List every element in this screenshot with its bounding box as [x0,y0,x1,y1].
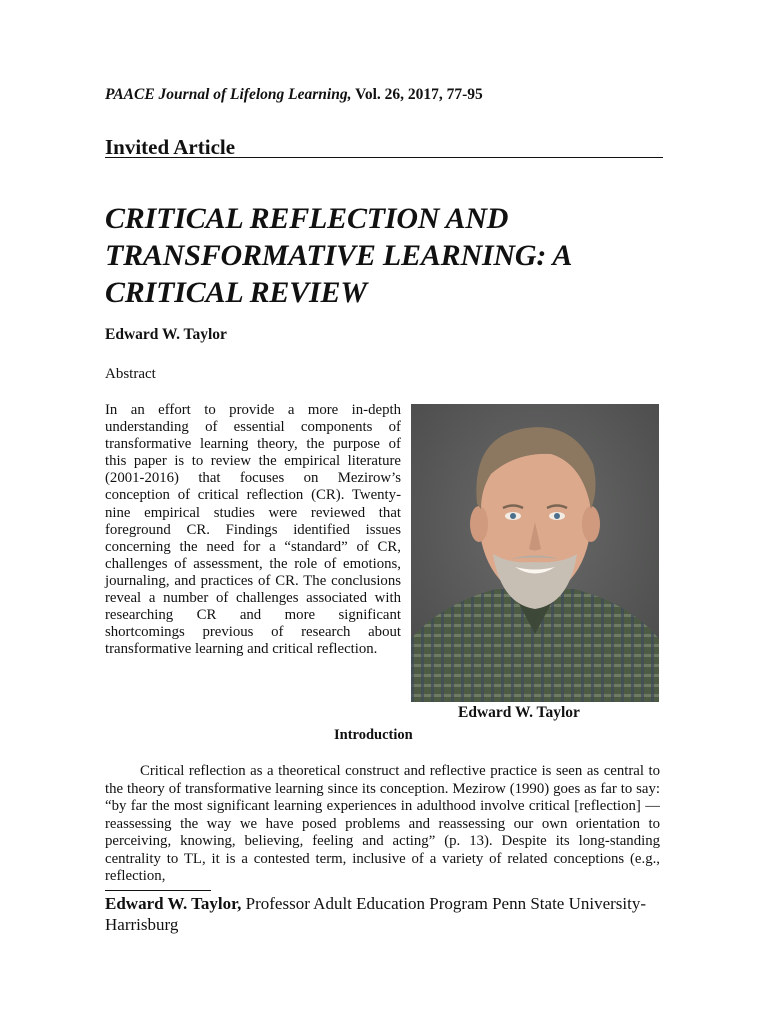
article-title: CRITICAL REFLECTION AND TRANSFORMATIVE LEARNING: A CRITICAL REVIEW [105,202,571,309]
abstract-text: In an effort to provide a more in-depth understanding of essential components of transformative learning theory, the purpose of this paper is to review the empirical literature (2001-2016) that focuses on Mezirow’s conception of critical reflection (CR). Twenty-nine empirical studies were reviewed that foreground CR. Findings identified issues concerning the need for a “standard” of CR, challenges of assessment, the role of emotions, journaling, and practices of CR. The conclusions reveal a number of challenges associated with researching CR and more significant shortcomings previous of research about transformative learning and critical reflection. [105,402,401,658]
introduction-heading: Introduction [334,727,413,743]
journal-details: Vol. 26, 2017, 77-95 [351,86,483,103]
footnote-author: Edward W. Taylor, [105,894,242,913]
journal-name: PAACE Journal of Lifelong Learning, [105,86,352,103]
photo-caption: Edward W. Taylor [458,704,580,721]
footnote-affiliation: Professor Adult Education Program Penn State University-Harrisburg [105,894,647,934]
introduction-text: Critical reflection as a theoretical construct and reflective practice is seen as central to the theory of transformative learning since its conception. Mezirow (1990) goes as far to say: “by far the most significant learning experiences in adulthood involve critical [reflection] —reassessing the way we have posed problems and reassessing our own orientation to perceiving, knowing, believing, feeling and acting” (p. 13). Despite its long-standing centrality to TL, it is a contested term, inclusive of a variety of related conceptions (e.g., reflection, [105,763,660,884]
footnote-divider [105,890,211,891]
journal-citation [105,86,483,104]
author-footnote [105,893,665,935]
author-name: Edward W. Taylor [105,326,227,343]
abstract-heading: Abstract [105,366,156,382]
author-photo [411,404,659,702]
section-label: Invited Article [105,134,663,158]
